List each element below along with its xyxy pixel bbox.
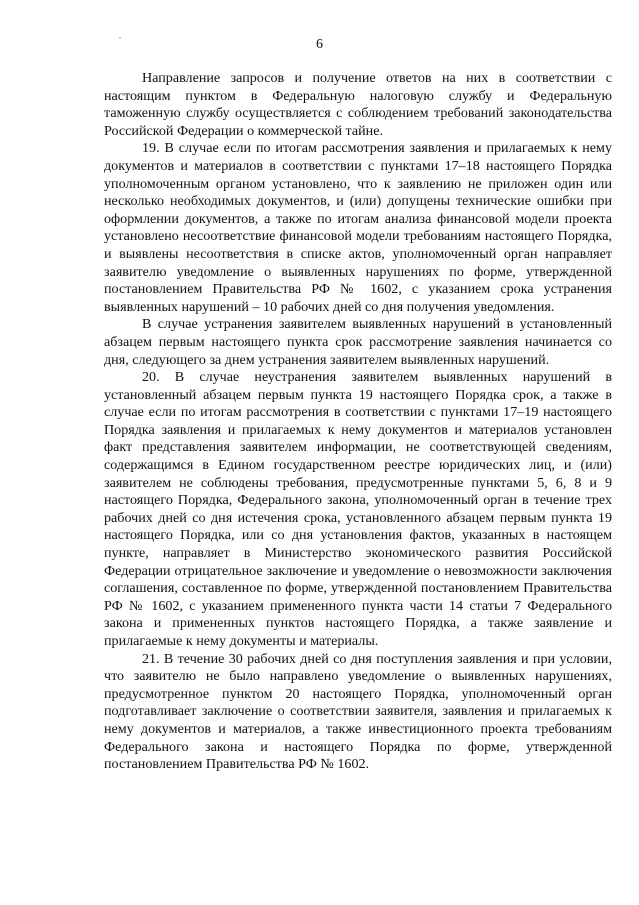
paragraph-20: 20. В случае неустранения заявителем выявленных нарушений в установленный абзацем первым пункта 19 настоящего Порядка срок, а также в случае если по итогам рассмотрения в соответствии с пунктами 17–19 настоящего Порядка заявления и прилагаемых к нему документов и материалов установлен факт представления заявителем информации, не соответствующей сведениям, содержащимся в Едином государственном реестре юридических лиц, и (или) заявителем не соблюдены требования, предусмотренные пунктами 5, 6, 8 и 9 настоящего Порядка, Федерального закона, уполномоченный орган в течение трех рабочих дней со дня истечения срока, установленного абзацем первым пункта 19 настоящего Порядка, или со дня установления фактов, указанных в настоящем пункте, направляет в Министерство экономического развития Российской Федерации отрицательное заключение и уведомление о невозможности заключения соглашения, составленное по форме, утвержденной постановлением Правительства РФ № 1602, с указанием примененного пункта части 14 статьи 7 Федерального закона и примененных пунктов настоящего Порядка, а также заявление и прилагаемые к нему документы и материалы. bbox=[104, 369, 612, 649]
paragraph-19: 19. В случае если по итогам рассмотрения заявления и прилагаемых к нему документов и материалов в соответствии с пунктами 17–18 настоящего Порядка уполномоченным органом установлено, что к заявлению не приложен один или несколько необходимых документов, и (или) допущены технические ошибки при оформлении документов, а также по итогам анализа финансовой модели проекта установлено несоответствие финансовой модели требованиям настоящего Порядка, и выявлены несоответствия в списке актов, уполномоченный орган направляет заявителю уведомление о выявленных нарушениях по форме, утвержденной постановлением Правительства РФ № 1602, с указанием срока устранения выявленных нарушений – 10 рабочих дней со дня получения уведомления. bbox=[104, 140, 612, 315]
document-body bbox=[104, 70, 612, 774]
page-number: 6 bbox=[316, 37, 323, 52]
paragraph-requests: Направление запросов и получение ответов на них в соответствии с настоящим пунктом в Федеральную налоговую службу и Федеральную таможенную службу осуществляется с соблюдением требований законодательства Российской Федерации о коммерческой тайне. bbox=[104, 70, 612, 139]
paragraph-21: 21. В течение 30 рабочих дней со дня поступления заявления и при условии, что заявителю не было направлено уведомление о выявленных нарушениях, предусмотренное пунктом 20 настоящего Порядка, уполномоченный орган подготавливает заключение о соответствии заявителя, заявления и прилагаемых к нему документов и материалов, а также инвестиционного проекта требованиям Федерального закона и настоящего Порядка по форме, утвержденной постановлением Правительства РФ № 1602. bbox=[104, 650, 612, 773]
paragraph-19-second: В случае устранения заявителем выявленных нарушений в установленный абзацем первым настоящего пункта срок рассмотрение заявления начинается со дня, следующего за днем устранения заявителем выявленных нарушений. bbox=[104, 316, 612, 368]
